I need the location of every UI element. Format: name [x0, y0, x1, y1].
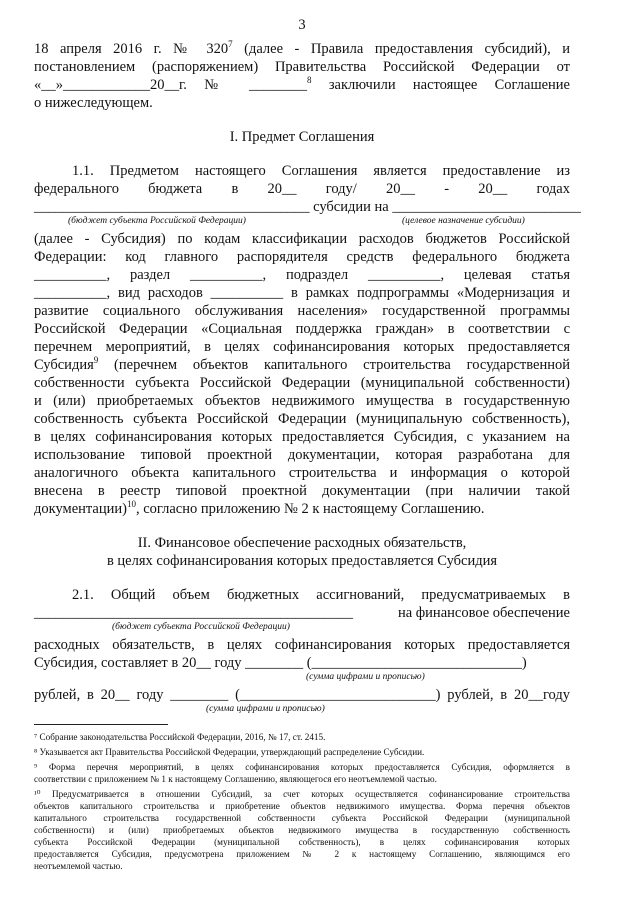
footnote-7: ⁷ Собрание законодательства Российской Федерации, 2016, № 17, ст. 2415.: [34, 732, 326, 742]
caption-sum-1: (сумма цифрами и прописью): [306, 672, 425, 682]
intro-line-4: о нижеследующем.: [34, 95, 153, 111]
section-1-heading: I. Предмет Соглашения: [229, 129, 375, 145]
subsidy-word: Субсидия: [34, 357, 94, 373]
section-1-text: документации): [34, 501, 127, 517]
section-2-line-1: 2.1. Общий объем бюджетных ассигнований, предусматриваемых в: [72, 587, 570, 603]
section-1-line: собственности субъекта Российской Федерации (муниципальной собственности): [34, 375, 570, 391]
footnote-9-line-1: ⁹ Форма перечня мероприятий, в целях софинансирования которых предоставляется Субсидия, оформляется в: [34, 762, 570, 772]
footnote-10-line: ¹⁰ Предусматривается в отношении Субсидий, за счет которых осуществляется софинансирование строительства: [34, 789, 570, 799]
footnote-ref-9: 9: [93, 355, 99, 366]
section-1-line: собственность субъекта Российской Федерации (муниципальную собственность),: [34, 411, 570, 427]
section-1-line: (далее - Субсидия) по кодам классификации расходов бюджетов Российской: [34, 231, 570, 247]
footnote-10-line: субъекта Российской Федерации (муниципальной собственность), в целях софинансирования которых: [34, 837, 570, 847]
section-2-line-2: [34, 604, 570, 622]
section-2-heading-1: II. Финансовое обеспечение расходных обязательств,: [137, 535, 467, 551]
footnote-10-line: капитального строительства государственной собственности субъекта Российской Федерации (муниципальной: [34, 813, 570, 823]
section-1-line: в целях софинансирования которых предоставляется Субсидия, с указанием на: [34, 429, 570, 445]
section-2-line-4: Субсидия, составляет в 20__ году ________ (_____________________________): [34, 655, 527, 671]
section-1-line: аналогичного объекта капитального строительства и информация о которой: [34, 465, 570, 481]
caption-purpose: (целевое назначение субсидии): [402, 216, 525, 226]
caption-budget-2: (бюджет субъекта Российской Федерации): [112, 622, 290, 632]
section-1-line: Федерации: код главного распорядителя средств федерального бюджета: [34, 249, 570, 265]
section-2-line-5: рублей, в 20__ году ________ (___________________________) рублей, в 20__году: [34, 687, 570, 703]
section-1-line: перечнем мероприятий, в целях софинансирования которых предоставляется: [34, 339, 570, 355]
section-1-line-subsidy: [34, 356, 570, 374]
section-1-line: и (или) приобретаемых объектов недвижимого имущества в государственную: [34, 393, 570, 409]
footnote-10-last-line: неотъемлемой частью.: [34, 861, 123, 871]
intro-text: (далее - Правила предоставления субсидий), и: [232, 41, 570, 57]
footnote-ref-7: 7: [228, 39, 233, 50]
section-1-line: Российской Федерации «Социальная поддержка граждан» в соответствии с: [34, 321, 570, 337]
section-1-text: , согласно приложению № 2 к настоящему Соглашению.: [135, 501, 485, 517]
section-1-last-line: [34, 500, 570, 518]
footnote-8: ⁸ Указывается акт Правительства Российской Федерации, утверждающий распределение Субсидии.: [34, 747, 425, 757]
section-2-text: на финансовое обеспечение: [397, 605, 570, 621]
section-1-line: использование типовой проектной документации, которая разработана для: [34, 447, 570, 463]
section-1-line: внесена в реестр типовой проектной документации (при наличии такой: [34, 483, 570, 499]
footnote-10-line: собственности) и (или) приобретаемых объектов недвижимого имущества в государственную собственность: [34, 825, 570, 835]
intro-text: 18 апреля 2016 г. № 320: [34, 41, 229, 57]
section-2-line-3: расходных обязательств, в целях софинансирования которых предоставляется: [34, 637, 570, 653]
footnote-ref-10: 10: [126, 499, 136, 510]
section-1-line-3: [34, 198, 581, 216]
footnote-10-line: объектов капитального строительства и приобретение объектов недвижимого имущества. Форма перечня объектов: [34, 801, 570, 811]
section-1-line-1: 1.1. Предметом настоящего Соглашения является предоставление из: [72, 163, 570, 179]
intro-line-3: [34, 76, 570, 94]
purpose-blank: __________________________: [392, 199, 581, 215]
page-number: 3: [298, 17, 306, 33]
intro-line-2: постановлением (распоряжением) Правительства Российской Федерации от: [34, 59, 570, 75]
section-1-line: __________, вид расходов __________ в рамках подпрограммы «Модернизация и: [34, 285, 570, 301]
caption-sum-2: (сумма цифрами и прописью): [206, 704, 325, 714]
footnote-ref-8: 8: [307, 75, 312, 86]
section-1-text: (перечнем объектов капитального строительства государственной: [98, 357, 570, 373]
intro-text: заключили настоящее Соглашение: [311, 77, 570, 93]
intro-line-1: [34, 40, 570, 58]
budget-blank: ____________________________________________: [34, 605, 353, 621]
section-1-line: развитие социального обслуживания населения» государственной программы: [34, 303, 570, 319]
footnote-10-line: предоставляется Субсидия, предусмотрена приложением № 2 к настоящему Соглашению, являющимся его: [34, 849, 570, 859]
footnote-9-line-2: соответствии с приложением № 1 к настоящему Соглашению, являющегося его неотъемлемой частью.: [34, 774, 437, 784]
intro-text: «__»____________20__г. № ________: [34, 77, 308, 93]
caption-budget: (бюджет субъекта Российской Федерации): [68, 216, 246, 226]
section-1-line-2: федерального бюджета в 20__ году/ 20__ - 20__ годах: [34, 181, 570, 197]
section-1-line: __________, раздел __________, подраздел __________, целевая статья: [34, 267, 570, 283]
budget-blank: ______________________________________ субсидии на: [34, 199, 389, 215]
section-2-heading-2: в целях софинансирования которых предоставляется Субсидия: [106, 553, 498, 569]
footnote-separator: [34, 724, 168, 725]
